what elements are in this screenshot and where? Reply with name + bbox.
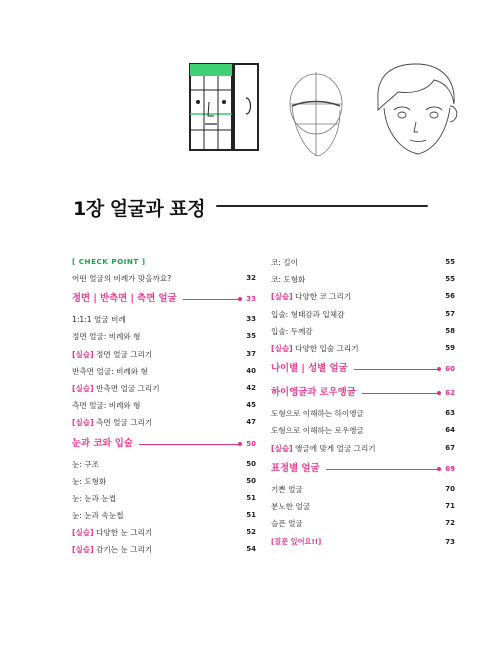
entry-page-number: 64 — [445, 426, 455, 435]
toc-section[interactable] — [271, 381, 455, 405]
side-face-grid-diagram — [234, 64, 258, 150]
entry-text: 1:1:1 얼굴 비례 — [72, 315, 126, 325]
entry-text: 코: 길이 — [271, 258, 298, 267]
entry-text: 하이앵글과 로우앵글 — [271, 387, 356, 399]
entry-text: 정면 얼굴 그리기 — [93, 349, 153, 359]
section-divider-line — [354, 369, 439, 370]
check-point-heading: [ CHECK POINT ] — [72, 257, 146, 266]
toc-qa-entry[interactable] — [271, 532, 455, 552]
practice-tag: [실습] — [72, 528, 94, 538]
section-divider-line — [326, 469, 439, 470]
toc-entry[interactable] — [72, 507, 256, 524]
toc-section[interactable] — [271, 457, 455, 481]
entry-label — [72, 524, 152, 541]
practice-tag: [실습] — [72, 349, 94, 359]
entry-label — [271, 381, 360, 405]
section-divider-line — [362, 393, 439, 394]
entry-page-number: 37 — [246, 349, 256, 358]
entry-page-number: 54 — [246, 545, 256, 554]
entry-label — [271, 357, 352, 381]
entry-page-number: 69 — [441, 457, 455, 481]
entry-text: 감기는 눈 그리기 — [93, 545, 153, 555]
entry-text: 눈: 눈과 속눈썹 — [72, 511, 124, 521]
entry-page-number: 71 — [445, 501, 455, 510]
entry-page-number: 55 — [445, 258, 455, 266]
entry-label — [271, 422, 364, 439]
toc-entry[interactable] — [271, 271, 455, 288]
entry-text: 분노한 얼굴 — [271, 501, 311, 511]
toc-entry[interactable] — [72, 270, 256, 287]
toc-entry[interactable] — [72, 328, 256, 345]
entry-page-number: 73 — [445, 538, 455, 547]
chapter-title-rule — [216, 205, 428, 207]
practice-tag: [실습] — [271, 443, 293, 453]
entry-text: 측면 얼굴 그리기 — [93, 418, 153, 428]
entry-label — [72, 328, 140, 345]
entry-page-number: 32 — [246, 274, 256, 282]
entry-page-number: 45 — [246, 401, 256, 410]
entry-label — [72, 432, 137, 456]
toc-section[interactable] — [271, 357, 455, 381]
entry-page-number: 51 — [246, 511, 256, 520]
entry-label — [72, 287, 181, 311]
entry-text: 앵글에 맞게 얼굴 그리기 — [292, 443, 376, 453]
entry-label — [72, 507, 123, 524]
section-divider-line — [183, 299, 240, 300]
entry-page-number: 62 — [441, 381, 455, 405]
entry-text: 도형으로 이해하는 로우앵글 — [271, 426, 364, 436]
entry-text: 도형으로 이해하는 하이앵글 — [271, 409, 364, 419]
entry-label — [271, 323, 313, 340]
toc-entry[interactable] — [72, 456, 256, 473]
practice-tag: [실습] — [72, 418, 94, 428]
toc-entry[interactable] — [271, 323, 455, 340]
entry-page-number: 47 — [246, 418, 256, 427]
entry-text: 입술: 두께감 — [271, 326, 313, 336]
entry-label — [72, 414, 152, 431]
entry-label — [271, 288, 351, 305]
entry-text: 표정별 얼굴 — [271, 462, 320, 474]
toc-entry[interactable] — [271, 422, 455, 439]
toc-left-column — [72, 254, 256, 559]
practice-tag: [실습] — [72, 383, 94, 393]
entry-label — [271, 481, 303, 498]
entry-page-number: 50 — [246, 459, 256, 468]
entry-label — [72, 311, 126, 328]
toc-entry[interactable] — [72, 490, 256, 507]
chapter-illustration — [188, 60, 470, 160]
toc-section[interactable] — [72, 287, 256, 311]
entry-text: 나이별 | 성별 얼굴 — [271, 363, 348, 375]
toc-entry[interactable] — [72, 380, 256, 397]
entry-text: 어떤 얼굴의 비례가 맞을까요? — [72, 274, 172, 283]
entry-page-number: 51 — [246, 493, 256, 502]
entry-label — [271, 457, 324, 481]
entry-label — [271, 532, 321, 552]
entry-text: 눈: 구조 — [72, 459, 99, 469]
toc-entry[interactable] — [271, 515, 455, 532]
entry-label — [271, 340, 359, 357]
toc-right-column — [271, 254, 455, 552]
entry-page-number: 72 — [445, 519, 455, 528]
entry-label — [271, 515, 303, 532]
practice-tag: [실습] — [271, 343, 293, 353]
entry-label — [72, 456, 99, 473]
entry-label — [72, 346, 152, 363]
entry-text: 눈: 눈과 눈썹 — [72, 493, 117, 503]
entry-text: 정면 | 반측면 | 측면 얼굴 — [72, 293, 177, 305]
entry-page-number: 67 — [445, 443, 455, 452]
entry-label — [72, 270, 171, 287]
entry-label — [72, 541, 152, 558]
entry-page-number: 33 — [246, 315, 256, 324]
anime-face-sketch — [378, 64, 457, 154]
entry-page-number: 60 — [441, 357, 455, 381]
practice-tag: [실습] — [271, 292, 293, 302]
entry-label — [72, 363, 148, 380]
entry-text: 반측면 얼굴 그리기 — [93, 383, 160, 393]
entry-label — [271, 254, 298, 271]
entry-text: 눈: 도형화 — [72, 476, 107, 486]
toc-entry[interactable] — [271, 498, 455, 515]
toc-section[interactable] — [72, 432, 256, 456]
entry-text: 측면 얼굴: 비례와 형 — [72, 401, 141, 411]
entry-text: 정면 얼굴: 비례와 형 — [72, 332, 141, 342]
entry-text: 코: 도형화 — [271, 275, 306, 285]
entry-page-number: 50 — [242, 432, 256, 456]
entry-text: 기쁜 얼굴 — [271, 484, 303, 494]
entry-page-number: 57 — [445, 309, 455, 318]
entry-page-number: 59 — [445, 343, 455, 352]
toc-entry[interactable] — [72, 524, 256, 541]
entry-text: 다양한 코 그리기 — [292, 292, 352, 302]
toc-entry[interactable] — [72, 473, 256, 490]
entry-page-number: 33 — [242, 287, 256, 311]
practice-tag: [실습] — [72, 545, 94, 555]
entry-label — [271, 306, 344, 323]
chapter-title: 1장 얼굴과 표정 — [73, 198, 206, 220]
entry-page-number: 55 — [445, 275, 455, 284]
entry-text: 다양한 눈 그리기 — [93, 528, 153, 538]
toc-entry[interactable] — [271, 306, 455, 323]
toc-entry[interactable] — [271, 440, 455, 457]
toc-entry[interactable] — [271, 481, 455, 498]
entry-page-number: 35 — [246, 332, 256, 341]
entry-text: [질문 있어요!!] — [271, 537, 322, 547]
section-divider-line — [139, 444, 240, 445]
toc-entry[interactable] — [72, 414, 256, 431]
entry-label — [271, 271, 305, 288]
entry-page-number: 52 — [246, 528, 256, 537]
toc-entry[interactable] — [271, 254, 455, 271]
toc-entry[interactable] — [72, 346, 256, 363]
toc-entry[interactable] — [72, 363, 256, 380]
entry-text: 반측면 얼굴: 비례와 형 — [72, 366, 148, 376]
entry-label — [271, 498, 310, 515]
entry-label — [72, 473, 106, 490]
entry-page-number: 56 — [445, 292, 455, 301]
entry-label — [72, 380, 160, 397]
face-construction-sketch — [290, 72, 342, 156]
entry-label — [72, 397, 140, 414]
entry-text: 눈과 코와 입술 — [72, 437, 133, 449]
entry-page-number: 58 — [445, 326, 455, 335]
entry-page-number: 50 — [246, 476, 256, 485]
entry-label — [271, 440, 376, 457]
entry-text: 다양한 입술 그리기 — [292, 343, 359, 353]
toc-entry[interactable] — [72, 541, 256, 558]
toc-entry[interactable] — [271, 405, 455, 422]
entry-label — [72, 490, 116, 507]
entry-label — [271, 405, 364, 422]
entry-page-number: 70 — [445, 484, 455, 493]
toc-entry[interactable] — [72, 397, 256, 414]
toc-entry[interactable] — [271, 340, 455, 357]
front-face-grid-diagram — [190, 64, 232, 150]
toc-entry[interactable] — [72, 311, 256, 328]
entry-page-number: 63 — [445, 409, 455, 418]
entry-page-number: 40 — [246, 366, 256, 375]
toc-entry[interactable] — [271, 288, 455, 305]
entry-text: 슬픈 얼굴 — [271, 519, 303, 529]
entry-text: 입술: 형태감과 입체감 — [271, 309, 345, 319]
entry-page-number: 42 — [246, 383, 256, 392]
